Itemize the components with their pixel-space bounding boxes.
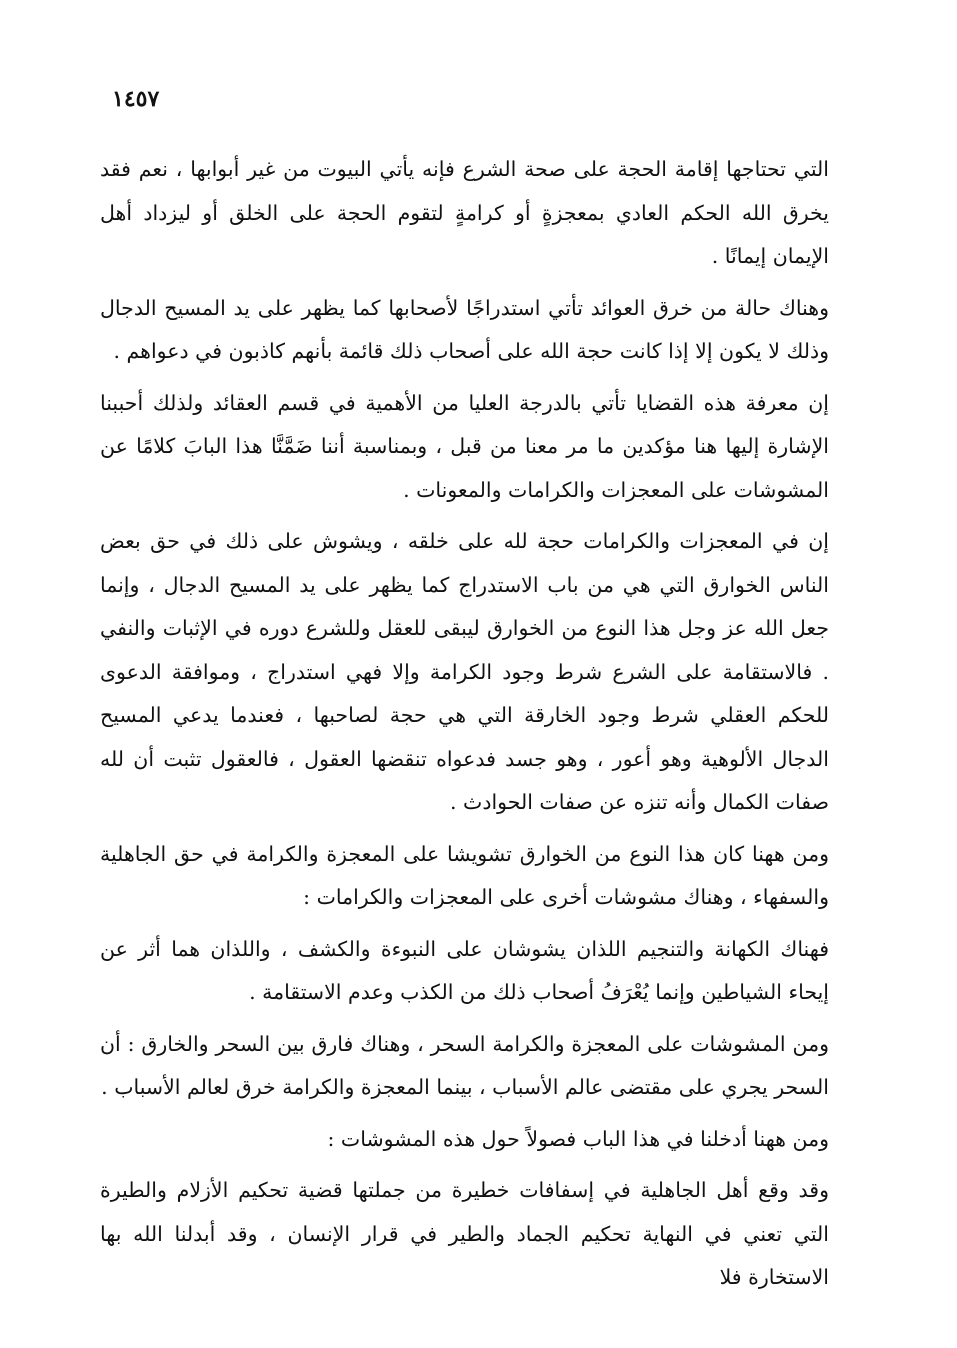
paragraph-9: وقد وقع أهل الجاهلية في إسفافات خطيرة من جملتها قضية تحكيم الأزلام والطيرة التي تعني في النهاية تحكيم الجماد والطير في قرار الإنسان ، وقد أبدلنا الله بها الاستخارة فلا	[100, 1178, 829, 1289]
paragraph-5: ومن ههنا كان هذا النوع من الخوارق تشويشا على المعجزة والكرامة في حق الجاهلية والسفهاء ، وهناك مشوشات أخرى على المعجزات والكرامات :	[100, 841, 829, 909]
paragraph-1: التي تحتاجها إقامة الحجة على صحة الشرع فإنه يأتي البيوت من غير أبوابها ، نعم فقد يخرق الله الحكم العادي بمعجزةٍ أو كرامةٍ لتقوم الحجة على الخلق أو ليزداد أهل الإيمان إيمانًا .	[100, 157, 829, 268]
page-number: ١٤٥٧	[112, 86, 160, 112]
paragraph-7: ومن المشوشات على المعجزة والكرامة السحر ، وهناك فارق بين السحر والخارق : أن السحر يجري على مقتضى عالم الأسباب ، بينما المعجزة والكرامة خرق لعالم الأسباب .	[100, 1031, 829, 1099]
paragraph-8: ومن ههنا أدخلنا في هذا الباب فصولاً حول هذه المشوشات :	[327, 1126, 829, 1151]
paragraph-3: إن معرفة هذه القضايا تأتي بالدرجة العليا من الأهمية في قسم العقائد ولذلك أحببنا الإشارة إليها هنا مؤكدين ما مر معنا من قبل ، وبمناسبة أننا ضَمَّنَّا هذا البابَ كلامًا عن المشوشات على المعجزات والكرامات والمعونات .	[100, 390, 829, 502]
paragraph-2: وهناك حالة من خرق العوائد تأتي استدراجًا لأصحابها كما يظهر على يد المسيح الدجال وذلك لا يكون إلا إذا كانت حجة الله على أصحاب ذلك قائمة بأنهم كاذبون في دعواهم .	[100, 295, 829, 363]
paragraph-4: إن في المعجزات والكرامات حجة لله على خلقه ، ويشوش على ذلك في حق بعض الناس الخوارق التي هي من باب الاستدراج كما يظهر على يد المسيح الدجال ، وإنما جعل الله عز وجل هذا النوع من الخوارق ليبقى للعقل وللشرع دوره في الإثبات والنفي . فالاستقامة على الشرع شرط وجود الكرامة وإلا فهي استدراج ، وموافقة الدعوى للحكم العقلي شرط وجود الخارقة التي هي حجة لصاحبها ، فعندما يدعي المسيح الدجال الألوهية وهو أعور ، وهو جسد فدعواه تنقضها العقول ، فالعقول تثبت أن لله صفات الكمال وأنه تنزه عن صفات الحوادث .	[100, 529, 829, 814]
body-text	[100, 148, 829, 1308]
paragraph-6: فهناك الكهانة والتنجيم اللذان يشوشان على النبوءة والكشف ، واللذان هما أثر عن إيحاء الشياطين وإنما يُعْرَفُ أصحاب ذلك من الكذب وعدم الاستقامة .	[100, 936, 829, 1004]
